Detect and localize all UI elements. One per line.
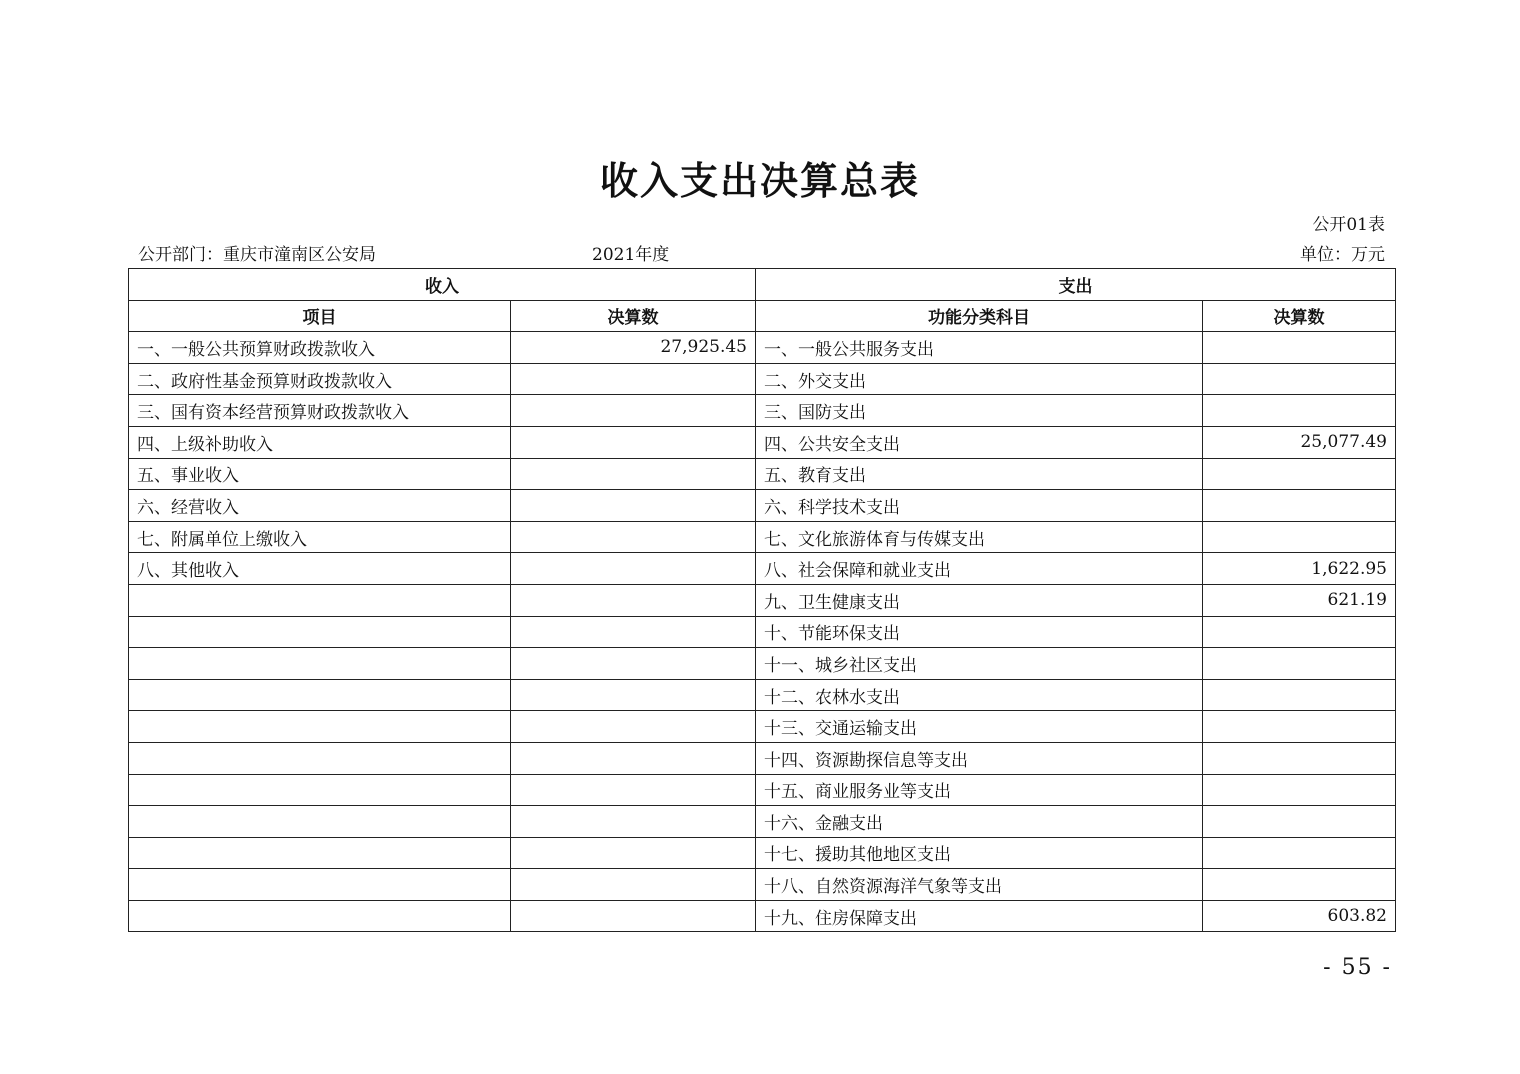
income-item-cell: 七、附属单位上缴收入 xyxy=(129,521,511,553)
table-row xyxy=(129,711,1396,743)
income-amount-cell xyxy=(511,458,756,490)
income-amount-cell xyxy=(511,521,756,553)
expense-amount-cell xyxy=(1203,616,1396,648)
income-amount-cell xyxy=(511,679,756,711)
income-item-cell xyxy=(129,679,511,711)
expense-amount-cell xyxy=(1203,648,1396,680)
table-row xyxy=(129,490,1396,522)
table-row xyxy=(129,900,1396,932)
expense-item-cell: 十五、商业服务业等支出 xyxy=(756,774,1203,806)
income-amount-cell xyxy=(511,837,756,869)
income-item-cell xyxy=(129,869,511,901)
table-row xyxy=(129,648,1396,680)
income-item-cell xyxy=(129,806,511,838)
expense-item-cell: 三、国防支出 xyxy=(756,395,1203,427)
expense-item-cell: 十六、金融支出 xyxy=(756,806,1203,838)
expense-amount-cell: 1,622.95 xyxy=(1203,553,1396,585)
income-item-cell xyxy=(129,616,511,648)
expense-amount-cell xyxy=(1203,521,1396,553)
expense-amount-cell xyxy=(1203,363,1396,395)
income-item-cell xyxy=(129,774,511,806)
income-amount-cell xyxy=(511,426,756,458)
page-title: 收入支出决算总表 xyxy=(599,158,920,203)
table-row xyxy=(129,426,1396,458)
income-expense-table xyxy=(128,268,1396,932)
income-item-cell xyxy=(129,900,511,932)
expense-amount-cell xyxy=(1203,869,1396,901)
income-item-cell: 三、国有资本经营预算财政拨款收入 xyxy=(129,395,511,427)
table-row xyxy=(129,584,1396,616)
income-item-cell: 六、经营收入 xyxy=(129,490,511,522)
expense-amount-cell: 603.82 xyxy=(1203,900,1396,932)
expense-amount-column-header: 决算数 xyxy=(1203,300,1396,332)
expense-section-header: 支出 xyxy=(756,269,1396,301)
income-amount-column-header: 决算数 xyxy=(511,300,756,332)
income-item-cell: 一、一般公共预算财政拨款收入 xyxy=(129,332,511,364)
table-row xyxy=(129,774,1396,806)
expense-item-cell: 十、节能环保支出 xyxy=(756,616,1203,648)
income-item-cell: 四、上级补助收入 xyxy=(129,426,511,458)
table-row xyxy=(129,395,1396,427)
income-section-header: 收入 xyxy=(129,269,756,301)
department-label: 公开部门：重庆市潼南区公安局 xyxy=(138,245,376,265)
table-row xyxy=(129,332,1396,364)
expense-amount-cell xyxy=(1203,806,1396,838)
expense-item-cell: 十七、援助其他地区支出 xyxy=(756,837,1203,869)
function-subject-column-header: 功能分类科目 xyxy=(756,300,1203,332)
expense-item-cell: 九、卫生健康支出 xyxy=(756,584,1203,616)
expense-amount-cell xyxy=(1203,837,1396,869)
expense-item-cell: 十九、住房保障支出 xyxy=(756,900,1203,932)
expense-amount-cell: 621.19 xyxy=(1203,584,1396,616)
income-item-cell: 五、事业收入 xyxy=(129,458,511,490)
income-amount-cell xyxy=(511,774,756,806)
income-item-cell: 八、其他收入 xyxy=(129,553,511,585)
table-row xyxy=(129,553,1396,585)
form-number: 公开01表 xyxy=(1312,215,1385,235)
income-amount-cell xyxy=(511,616,756,648)
income-item-cell xyxy=(129,837,511,869)
fiscal-year: 2021年度 xyxy=(592,245,670,265)
table-row xyxy=(129,869,1396,901)
expense-item-cell: 五、教育支出 xyxy=(756,458,1203,490)
expense-item-cell: 二、外交支出 xyxy=(756,363,1203,395)
income-amount-cell xyxy=(511,395,756,427)
expense-amount-cell xyxy=(1203,490,1396,522)
income-amount-cell xyxy=(511,900,756,932)
table-row xyxy=(129,616,1396,648)
expense-amount-cell xyxy=(1203,774,1396,806)
expense-item-cell: 十二、农林水支出 xyxy=(756,679,1203,711)
table-row xyxy=(129,458,1396,490)
income-amount-cell: 27,925.45 xyxy=(511,332,756,364)
table-row xyxy=(129,837,1396,869)
income-amount-cell xyxy=(511,742,756,774)
table-row xyxy=(129,521,1396,553)
expense-amount-cell xyxy=(1203,679,1396,711)
expense-item-cell: 八、社会保障和就业支出 xyxy=(756,553,1203,585)
income-item-cell xyxy=(129,742,511,774)
item-column-header: 项目 xyxy=(129,300,511,332)
table-row xyxy=(129,806,1396,838)
expense-amount-cell xyxy=(1203,711,1396,743)
meta-row xyxy=(130,240,1385,264)
unit-label: 单位：万元 xyxy=(1300,245,1385,265)
expense-amount-cell xyxy=(1203,742,1396,774)
income-amount-cell xyxy=(511,490,756,522)
income-item-cell: 二、政府性基金预算财政拨款收入 xyxy=(129,363,511,395)
expense-item-cell: 十八、自然资源海洋气象等支出 xyxy=(756,869,1203,901)
expense-item-cell: 一、一般公共服务支出 xyxy=(756,332,1203,364)
expense-amount-cell xyxy=(1203,332,1396,364)
section-header-row xyxy=(129,269,1396,301)
expense-item-cell: 七、文化旅游体育与传媒支出 xyxy=(756,521,1203,553)
income-item-cell xyxy=(129,711,511,743)
income-amount-cell xyxy=(511,806,756,838)
table-row xyxy=(129,363,1396,395)
income-amount-cell xyxy=(511,711,756,743)
income-amount-cell xyxy=(511,363,756,395)
expense-amount-cell xyxy=(1203,395,1396,427)
income-amount-cell xyxy=(511,869,756,901)
expense-amount-cell: 25,077.49 xyxy=(1203,426,1396,458)
page-number: - 55 - xyxy=(1323,955,1392,980)
expense-item-cell: 六、科学技术支出 xyxy=(756,490,1203,522)
income-item-cell xyxy=(129,584,511,616)
income-amount-cell xyxy=(511,584,756,616)
expense-amount-cell xyxy=(1203,458,1396,490)
income-item-cell xyxy=(129,648,511,680)
expense-item-cell: 十四、资源勘探信息等支出 xyxy=(756,742,1203,774)
income-amount-cell xyxy=(511,648,756,680)
expense-item-cell: 四、公共安全支出 xyxy=(756,426,1203,458)
column-header-row xyxy=(129,300,1396,332)
table-body xyxy=(129,332,1396,932)
table-row xyxy=(129,742,1396,774)
expense-item-cell: 十三、交通运输支出 xyxy=(756,711,1203,743)
table-row xyxy=(129,679,1396,711)
expense-item-cell: 十一、城乡社区支出 xyxy=(756,648,1203,680)
income-amount-cell xyxy=(511,553,756,585)
